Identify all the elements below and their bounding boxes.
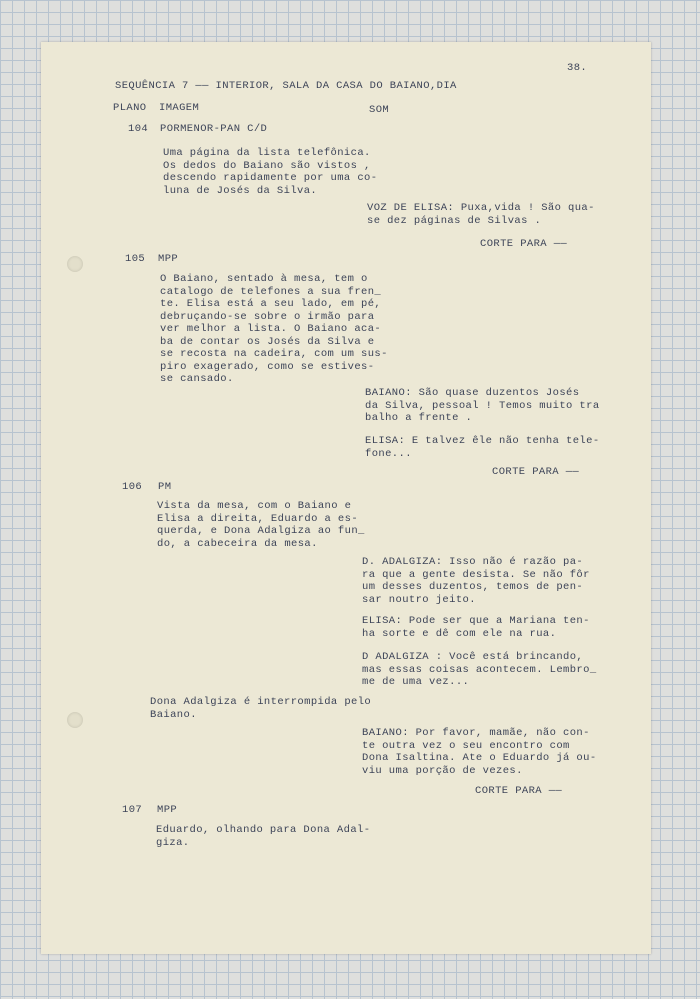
- page-number: 38.: [567, 62, 588, 74]
- shot-106-description: Vista da mesa, com o Baiano e Elisa a direita, Eduardo a es- querda, e Dona Adalgiza ao fun_ do, a cabeceira da mesa.: [157, 500, 365, 550]
- sequence-header: SEQUÊNCIA 7 —— INTERIOR, SALA DA CASA DO BAIANO,DIA: [115, 80, 457, 92]
- column-imagem: IMAGEM: [159, 102, 200, 114]
- shot-106-dialogue-elisa: ELISA: Pode ser que a Mariana ten- ha sorte e dê com ele na rua.: [362, 615, 590, 640]
- shot-106-dialogue-baiano: BAIANO: Por favor, mamãe, não con- te outra vez o seu encontro com Dona Isaltina. Ate o Eduardo já ou- viu uma porção de vezes.: [362, 727, 597, 777]
- column-som: SOM: [369, 104, 390, 116]
- shot-105-dialogue-baiano: BAIANO: São quase duzentos Josés da Silva, pessoal ! Temos muito tra balho a frente .: [365, 387, 600, 424]
- shot-number-106: 106: [122, 481, 143, 493]
- shot-104-description: Uma página da lista telefônica. Os dedos do Baiano são vistos , descendo rapidamente por uma co- luna de Josés da Silva.: [163, 147, 378, 197]
- shot-106-dialogue-adalgiza: D. ADALGIZA: Isso não é razão pa- ra que a gente desista. Se não fôr um desses duzentos, temos de pen- sar noutro jeito.: [362, 556, 590, 606]
- shot-number-105: 105: [125, 253, 146, 265]
- shot-105-description: O Baiano, sentado à mesa, tem o catalogo de telefones a sua fren_ te. Elisa está a seu lado, em pé, debruçando-se sobre o irmão para ver melhor a lista. O Baiano aca- ba de contar os Josés da Silva e se recosta na cadeira, com um sus- piro exagerado, como se estives- se cansado.: [160, 273, 388, 385]
- shot-104-cut: CORTE PARA ——: [480, 238, 568, 250]
- shot-type-104: PORMENOR-PAN C/D: [160, 123, 268, 135]
- shot-type-107: MPP: [157, 804, 178, 816]
- punch-hole: [67, 712, 83, 728]
- shot-type-106: PM: [158, 481, 172, 493]
- shot-number-107: 107: [122, 804, 143, 816]
- script-page: [41, 42, 651, 954]
- shot-106-action: Dona Adalgiza é interrompida pelo Baiano.: [150, 696, 372, 721]
- shot-104-dialogue: VOZ DE ELISA: Puxa,vida ! São qua- se dez páginas de Silvas .: [367, 202, 595, 227]
- shot-105-cut: CORTE PARA ——: [492, 466, 580, 478]
- shot-type-105: MPP: [158, 253, 179, 265]
- shot-107-description: Eduardo, olhando para Dona Adal- giza.: [156, 824, 371, 849]
- shot-number-104: 104: [128, 123, 149, 135]
- shot-106-cut: CORTE PARA ——: [475, 785, 563, 797]
- shot-106-dialogue-adalgiza-2: D ADALGIZA : Você está brincando, mas essas coisas acontecem. Lembro_ me de uma vez...: [362, 651, 597, 688]
- shot-105-dialogue-elisa: ELISA: E talvez êle não tenha tele- fone...: [365, 435, 600, 460]
- punch-hole: [67, 256, 83, 272]
- column-plano: PLANO: [113, 102, 147, 114]
